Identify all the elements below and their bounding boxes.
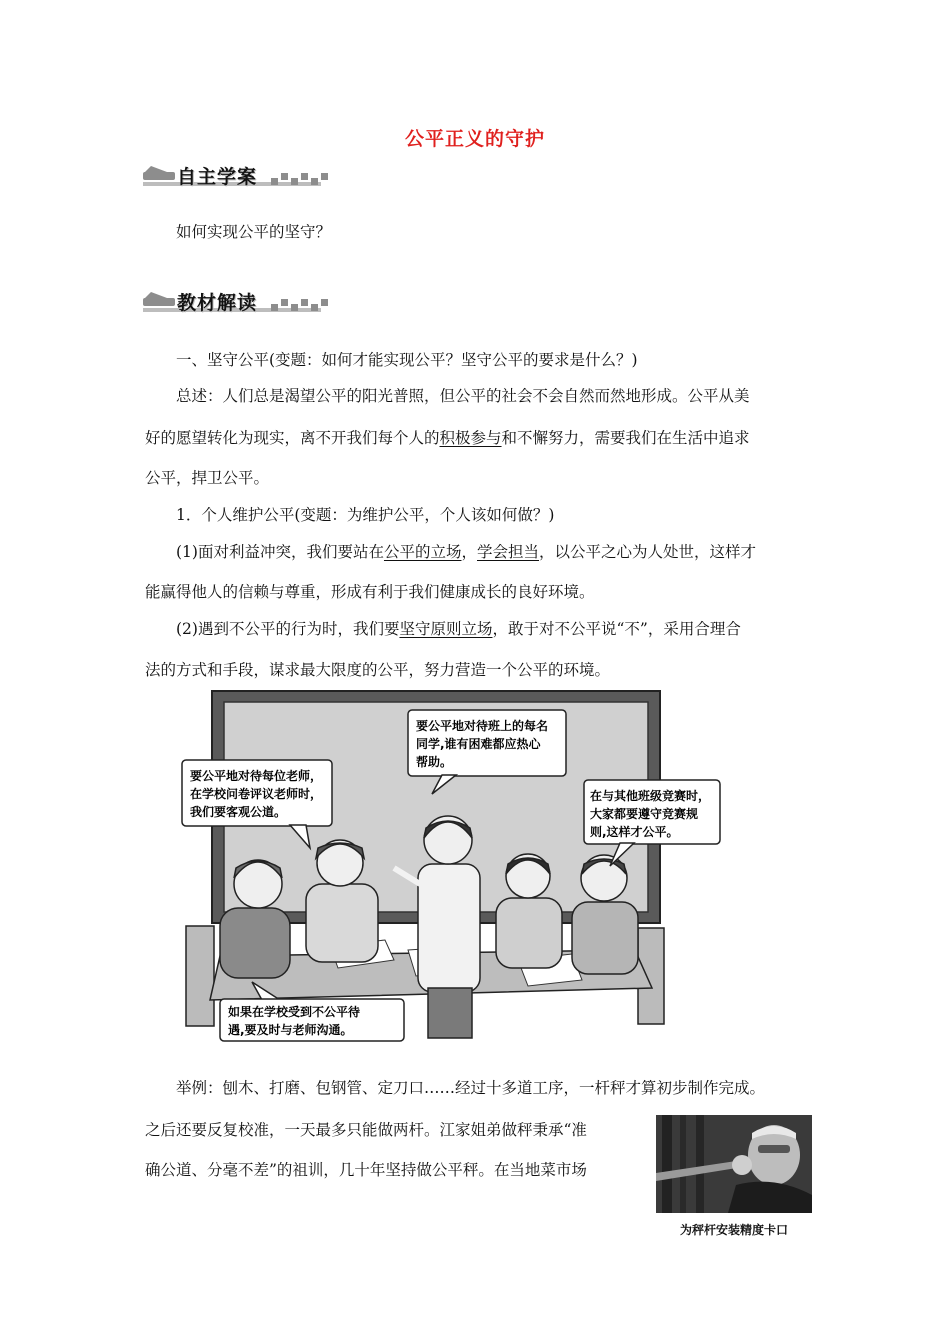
item-text: ，: [461, 543, 477, 561]
bubble-text: 遇,要及时与老师沟通。: [228, 1023, 353, 1037]
bubble-text: 要公平地对待班上的每名: [416, 719, 549, 733]
chair-left: [186, 926, 214, 1026]
item-1-line-2: 能赢得他人的信赖与尊重，形成有利于我们健康成长的良好环境。: [145, 583, 595, 601]
dots-decoration-icon: [271, 299, 327, 311]
section-label: 教材解读: [177, 292, 258, 314]
item-text: ，以公平之心为人处世，这样才: [539, 543, 757, 561]
photo-caption: 为秤杆安装精度卡口: [679, 1223, 788, 1237]
example-line-3: 确公道、分毫不差”的祖训，几十年坚持做公平秤。在当地菜市场: [145, 1161, 587, 1179]
section-header-self-study: [143, 162, 343, 188]
craftsman-photo: [656, 1115, 812, 1213]
bubble-text: 帮助。: [416, 755, 453, 769]
summary-line-1: 总述：人们总是渴望公平的阳光普照，但公平的社会不会自然而然地形成。公平从美: [176, 387, 750, 405]
item-2-line-2: 法的方式和手段，谋求最大限度的公平，努力营造一个公平的环境。: [145, 661, 611, 679]
item-2-line-1: [176, 617, 741, 639]
self-study-question: 如何实现公平的坚守？: [176, 223, 332, 241]
classroom-illustration: [180, 688, 711, 1043]
heading-1: 一、坚守公平(变题：如何才能实现公平？坚守公平的要求是什么？): [176, 351, 638, 369]
bubble-text: 同学,谁有困难都应热心: [416, 737, 541, 751]
example-line-1: 举例：刨木、打磨、包钢管、定刀口……经过十多道工序，一杆秤才算初步制作完成。: [176, 1079, 766, 1097]
underlined-term: 积极参与: [439, 429, 502, 447]
summary-text: 好的愿望转化为现实，离不开我们每个人的: [145, 429, 440, 447]
point-1: 1．个人维护公平(变题：为维护公平，个人该如何做？): [176, 506, 555, 524]
section-header-textbook-reading: [143, 288, 343, 314]
bubble-text: 要公平地对待每位老师，: [190, 769, 323, 783]
item-text: (1)面对利益冲突，我们要站在: [176, 543, 384, 561]
bubble-text: 在与其他班级竞赛时，: [590, 789, 711, 803]
item-text: ，敢于对不公平说“不”，采用合理合: [492, 620, 741, 638]
bubble-text: 则,这样才公平。: [590, 825, 679, 839]
item-1-line-1: [176, 540, 756, 562]
item-text: (2)遇到不公平的行为时，我们要: [176, 620, 400, 638]
bubble-text: 我们要客观公道。: [190, 805, 287, 819]
summary-line-3: 公平，捍卫公平。: [145, 469, 270, 487]
arrow-icon: [143, 298, 175, 306]
summary-line-2: [145, 426, 750, 448]
arrow-icon: [143, 172, 175, 180]
bubble-text: 在学校问卷评议老师时，: [190, 787, 323, 801]
dots-decoration-icon: [271, 173, 327, 185]
page-title: 公平正义的守护: [404, 128, 545, 150]
summary-text: 和不懈努力，需要我们在生活中追求: [501, 429, 750, 447]
example-line-2: 之后还要反复校准，一天最多只能做两杆。江家姐弟做秤秉承“准: [145, 1121, 587, 1139]
section-label: 自主学案: [177, 166, 258, 188]
underlined-term: 公平的立场: [383, 543, 462, 561]
bubble-text: 如果在学校受到不公平待: [228, 1005, 361, 1019]
bubble-text: 大家都要遵守竞赛规: [590, 807, 699, 821]
underlined-term: 坚守原则立场: [399, 620, 493, 638]
underlined-term: 学会担当: [477, 543, 540, 561]
